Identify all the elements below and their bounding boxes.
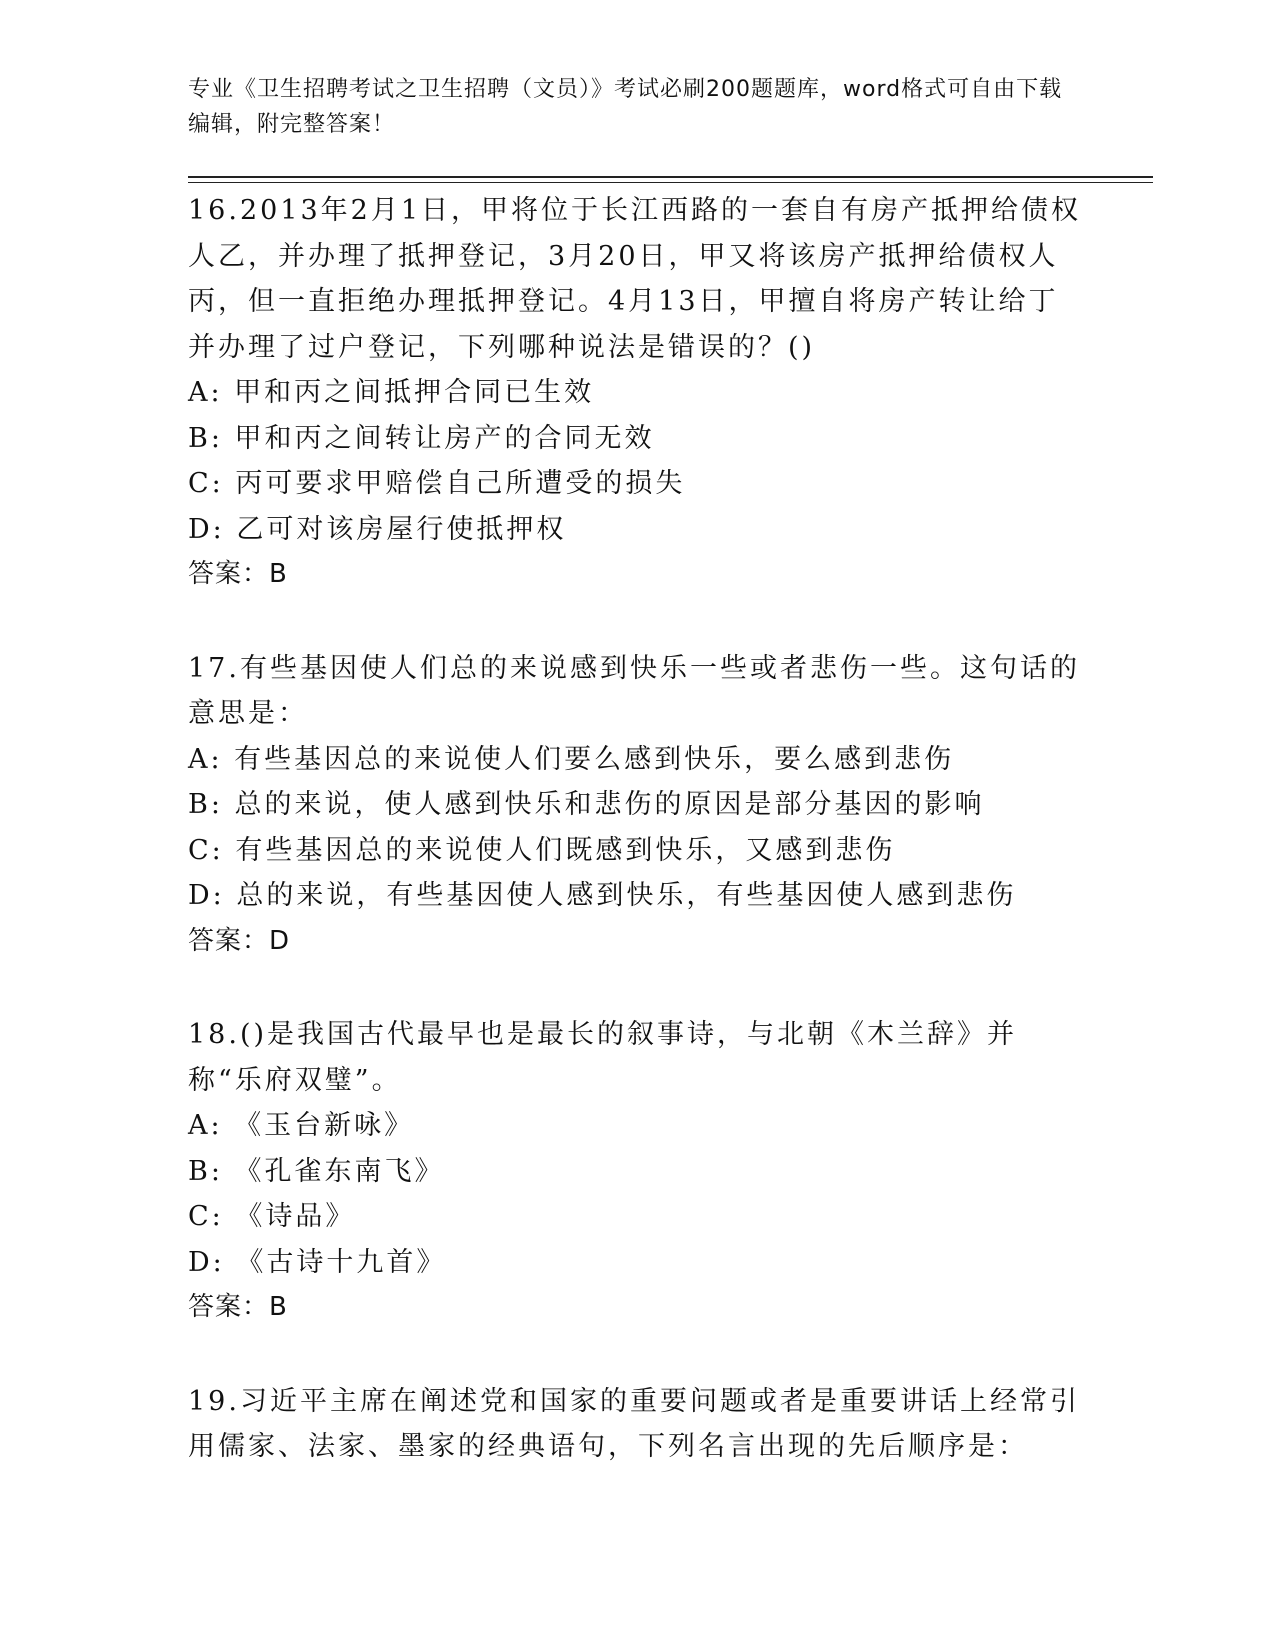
question-spacer bbox=[188, 1331, 1088, 1379]
option-d: D: 《古诗十九首》 bbox=[188, 1246, 447, 1278]
option-c: C: 有些基因总的来说使人们既感到快乐，又感到悲伤 bbox=[188, 834, 896, 866]
answer-line: 答案：B bbox=[188, 1292, 288, 1322]
option-a: A: 甲和丙之间抵押合同已生效 bbox=[188, 377, 595, 408]
option-c: C: 《诗品》 bbox=[188, 1201, 356, 1232]
answer-line: 答案：D bbox=[188, 925, 291, 956]
question-17 bbox=[188, 646, 1088, 965]
question-stem: 19.习近平主席在阐述党和国家的重要问题或者是重要讲话上经常引用儒家、法家、墨家的经典语句，下列名言出现的先后顺序是： bbox=[188, 1385, 1080, 1462]
question-stem: 17.有些基因使人们总的来说感到快乐一些或者悲伤一些。这句话的意思是： bbox=[188, 652, 1080, 729]
question-stem: 16.2013年2月1日，甲将位于长江西路的一套自有房产抵押给债权人乙，并办理了抵押登记，3月20日，甲又将该房产抵押给债权人丙，但一直拒绝办理抵押登记。4月13日，甲擅自将房产转让给丁并办理了过户登记，下列哪种说法是错误的？() bbox=[188, 195, 1082, 363]
page-header: 专业《卫生招聘考试之卫生招聘（文员）》考试必刷200题题库，word格式可自由下载编辑，附完整答案！ bbox=[188, 77, 1063, 137]
option-b: B: 总的来说，使人感到快乐和悲伤的原因是部分基因的影响 bbox=[188, 789, 985, 820]
answer-line: 答案：B bbox=[188, 559, 288, 589]
option-c: C: 丙可要求甲赔偿自己所遭受的损失 bbox=[188, 468, 686, 499]
header-divider-thick bbox=[188, 176, 1153, 178]
option-a: A: 有些基因总的来说使人们要么感到快乐，要么感到悲伤 bbox=[188, 743, 955, 775]
question-spacer bbox=[188, 598, 1088, 646]
option-b: B: 《孔雀东南飞》 bbox=[188, 1155, 445, 1187]
question-18 bbox=[188, 1012, 1088, 1331]
question-16 bbox=[188, 188, 1088, 598]
option-d: D: 总的来说，有些基因使人感到快乐，有些基因使人感到悲伤 bbox=[188, 880, 1017, 911]
question-spacer bbox=[188, 964, 1088, 1012]
question-19 bbox=[188, 1379, 1088, 1470]
question-stem: 18.()是我国古代最早也是最长的叙事诗，与北朝《木兰辞》并称“乐府双璧”。 bbox=[188, 1019, 1018, 1096]
header-divider-thin bbox=[188, 182, 1153, 183]
option-d: D: 乙可对该房屋行使抵押权 bbox=[188, 513, 567, 545]
option-a: A: 《玉台新咏》 bbox=[188, 1110, 415, 1141]
option-b: B: 甲和丙之间转让房产的合同无效 bbox=[188, 422, 655, 454]
question-list bbox=[188, 188, 1088, 1470]
